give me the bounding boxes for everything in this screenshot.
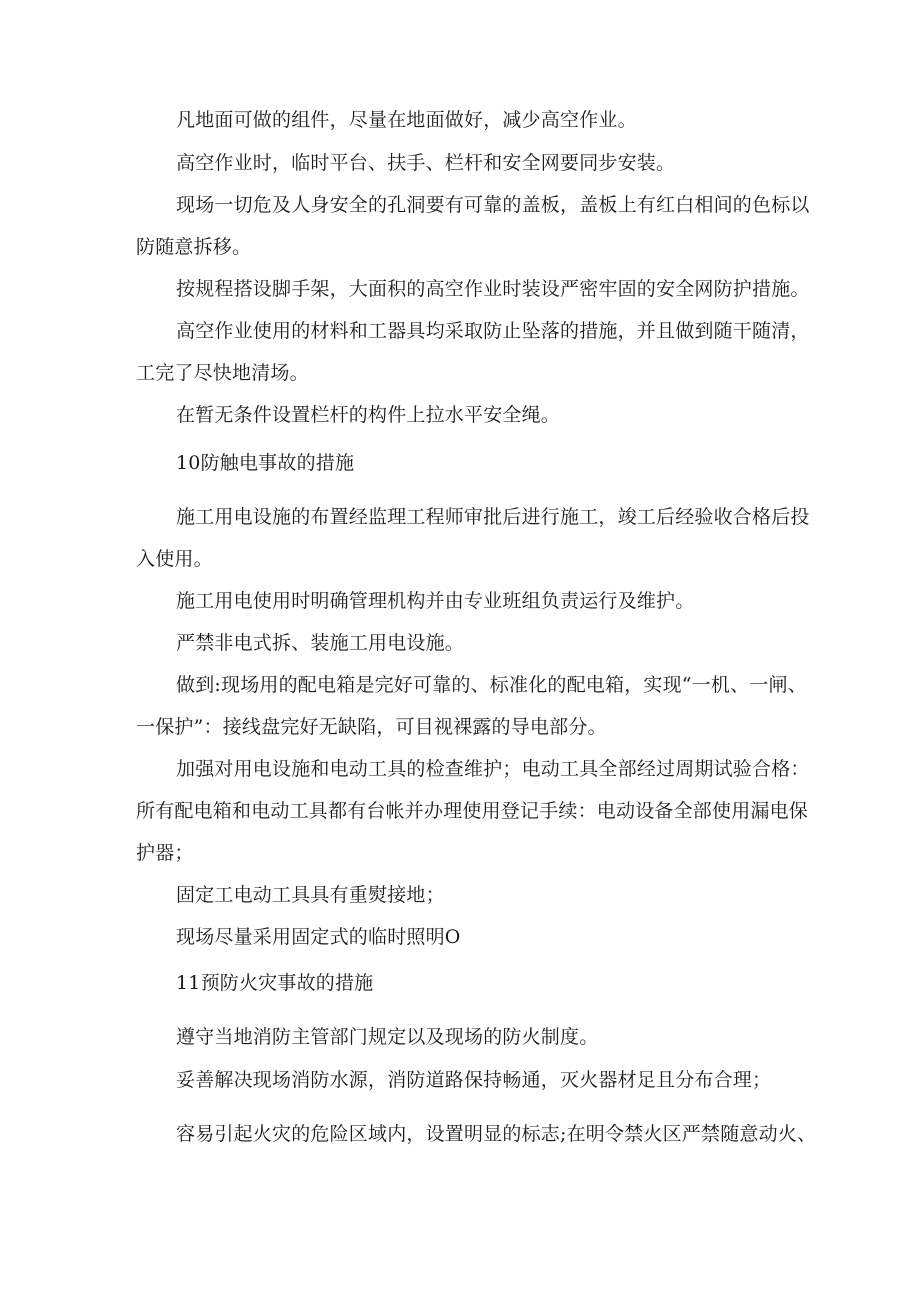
paragraph-line: 现场一切危及人身安全的孔洞要有可靠的盖板，盖板上有红白相间的色标以 — [176, 194, 810, 216]
section-heading: 10防触电事故的措施 — [176, 452, 355, 474]
paragraph-line: 遵守当地消防主管部门规定以及现场的防火制度。 — [176, 1026, 599, 1048]
paragraph-line: 施工用电设施的布置经监理工程师审批后进行施工，竣工后经验收合格后投 — [176, 506, 810, 528]
paragraph-line: 现场尽量采用固定式的临时照明O — [176, 926, 461, 948]
paragraph-line: 所有配电箱和电动工具都有台帐并办理使用登记手续：电动设备全部使用漏电保 — [136, 800, 809, 822]
paragraph-line: 一保护”：接线盘完好无缺陷，可目视裸露的导电部分。 — [136, 716, 607, 738]
paragraph-line: 容易引起火灾的危险区域内，设置明显的标志;在明令禁火区严禁随意动火、 — [176, 1123, 817, 1145]
paragraph-line: 高空作业使用的材料和工器具均采取防止坠落的措施，并且做到随干随清， — [176, 320, 810, 342]
paragraph-line: 凡地面可做的组件，尽量在地面做好，减少高空作业。 — [176, 109, 637, 131]
paragraph-line: 固定工电动工具具有重熨接地； — [176, 884, 445, 906]
paragraph-line: 护器； — [136, 842, 194, 864]
paragraph-line: 施工用电使用时明确管理机构并由专业班组负责运行及维护。 — [176, 590, 695, 612]
paragraph-line: 高空作业时，临时平台、扶手、栏杆和安全网要同步安装。 — [176, 152, 676, 174]
paragraph-line: 加强对用电设施和电动工具的检查维护；电动工具全部经过周期试验合格： — [176, 758, 810, 780]
paragraph-line: 入使用。 — [136, 548, 213, 570]
paragraph-line: 在暂无条件设置栏杆的构件上拉水平安全绳。 — [176, 404, 561, 426]
paragraph-line: 防随意拆移。 — [136, 236, 252, 258]
paragraph-line: 做到:现场用的配电箱是完好可靠的、标准化的配电箱，实现“一机、一闸、 — [176, 674, 807, 696]
paragraph-line: 严禁非电式拆、装施工用电设施。 — [176, 632, 465, 654]
section-heading: 11预防火灾事故的措施 — [176, 972, 374, 994]
paragraph-line: 按规程搭设脚手架，大面积的高空作业时装设严密牢固的安全网防护措施。 — [176, 278, 810, 300]
paragraph-line: 工完了尽快地清场。 — [136, 362, 309, 384]
paragraph-line: 妥善解决现场消防水源，消防道路保持畅通，灭火器材足且分布合理； — [176, 1069, 772, 1091]
